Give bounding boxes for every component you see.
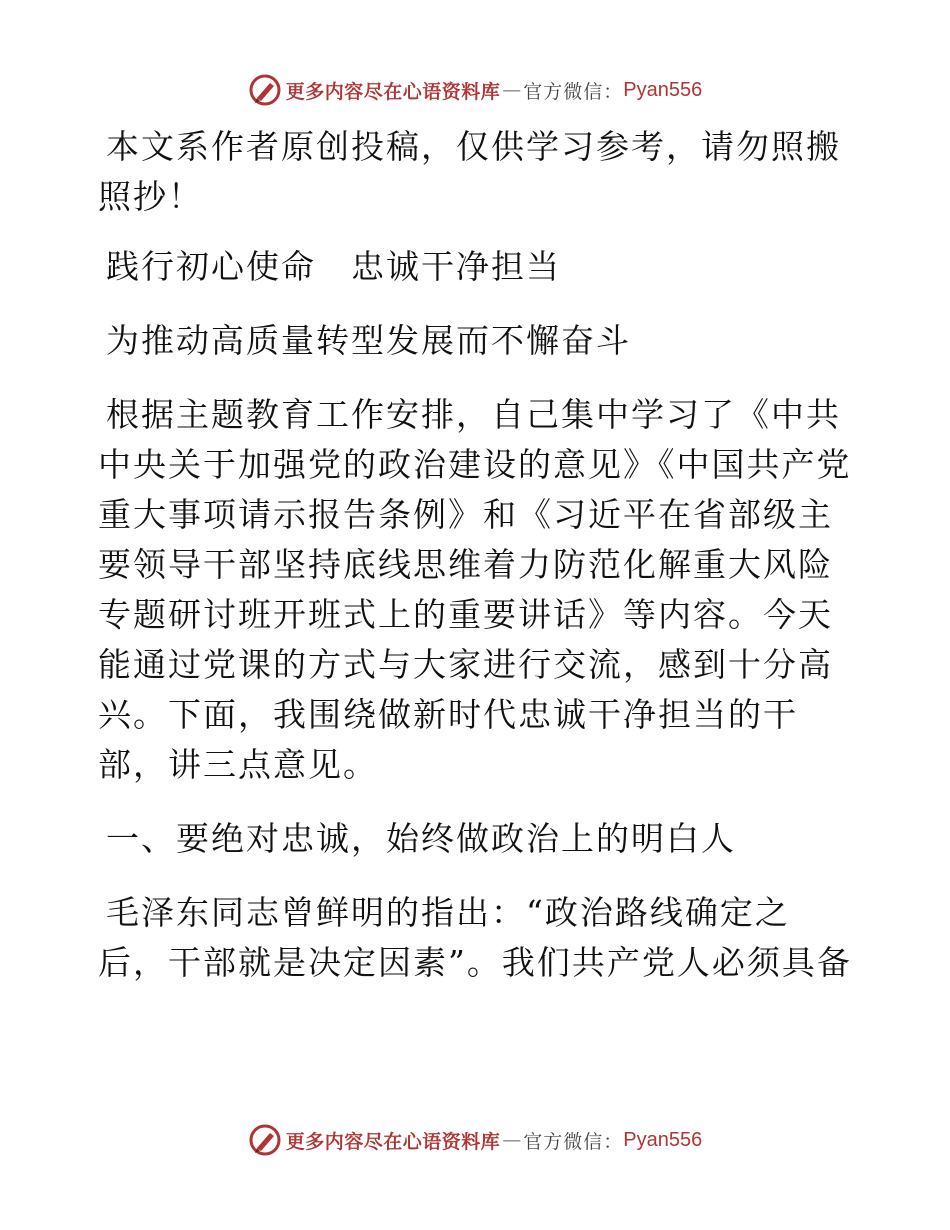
document-body [98, 122, 858, 1012]
watermark-label: 官方微信： [523, 80, 624, 103]
watermark-text: 更多内容尽在心语资料库 [285, 1130, 501, 1153]
watermark-separator: — [502, 79, 522, 101]
intro-paragraph: 根据主题教育工作安排，自己集中学习了《中共中央关于加强党的政治建设的意见》《中国共产党重大事项请示报告条例》和《习近平在省部级主要领导干部坚持底线思维着力防范化解重大风险专题研讨班开班式上的重要讲话》等内容。今天能通过党课的方式与大家进行交流，感到十分高兴。下面，我围绕做新时代忠诚干净担当的干部，讲三点意见。 [98, 395, 852, 784]
watermark-id: Pyan556 [623, 78, 703, 101]
watermark-text: 更多内容尽在心语资料库 [285, 80, 501, 103]
watermark-header [0, 70, 950, 110]
pen-logo-icon [248, 1123, 282, 1157]
watermark-footer [0, 1120, 950, 1160]
copyright-note: 本文系作者原创投稿，仅供学习参考，请勿照搬照抄！ [98, 127, 841, 216]
watermark-separator: — [502, 1129, 522, 1151]
section-1-paragraph: 毛泽东同志曾鲜明的指出：“政治路线确定之后，干部就是决定因素”。我们共产党人必须具备 [98, 893, 852, 982]
document-subtitle: 为推动高质量转型发展而不懈奋斗 [106, 321, 631, 360]
section-1-heading: 一、要绝对忠诚，始终做政治上的明白人 [106, 819, 736, 858]
pen-logo-icon [248, 73, 282, 107]
watermark-id: Pyan556 [623, 1128, 703, 1151]
watermark-label: 官方微信： [523, 1130, 624, 1153]
document-title: 践行初心使命 忠诚干净担当 [106, 247, 561, 286]
